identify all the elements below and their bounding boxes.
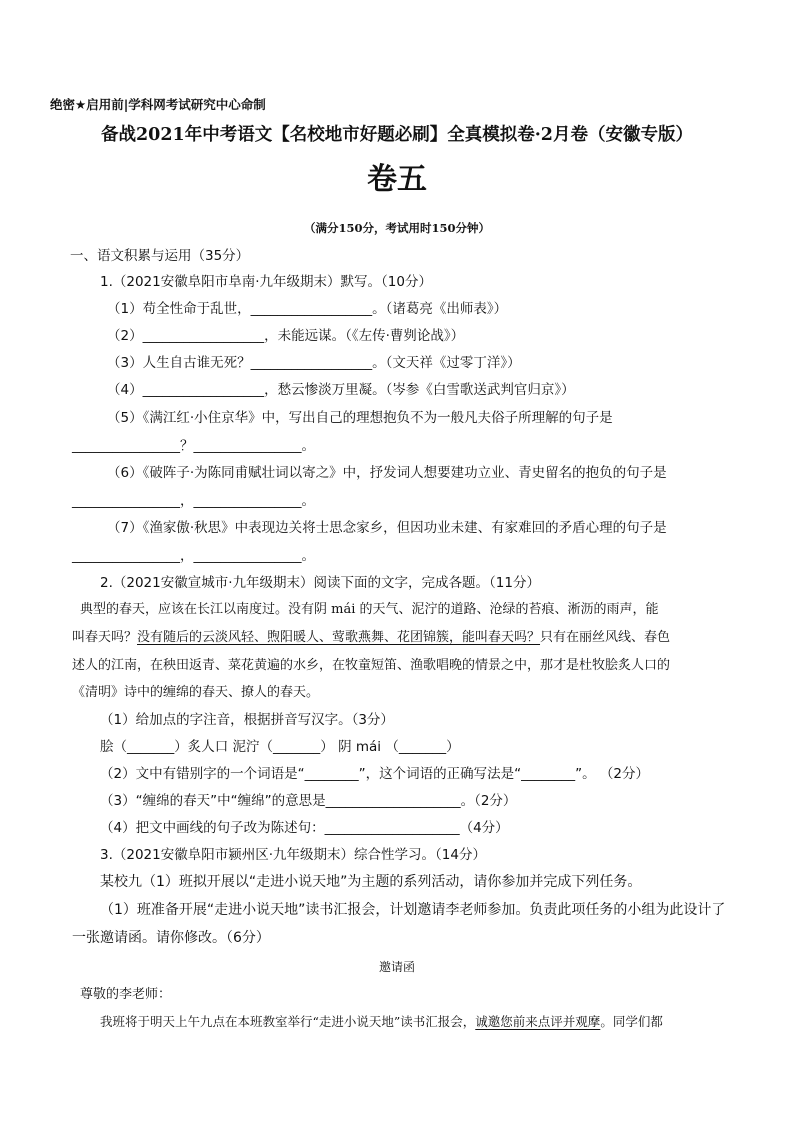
q2-passage-question: 叫春天吗？ [72,630,138,645]
invitation-title: 邀请函 [378,960,415,974]
invitation-body [100,1013,663,1031]
q2-item-4: （4）把文中画线的句子改为陈述句：____________________（4分） [100,820,509,836]
q2-passage-line-1: 典型的春天，应该在长江以南度过。没有阴 mái 的天气、泥泞的道路、沧绿的苔痕、淅沥的雨声，能 [80,602,659,617]
question-2-stem: 2.（2021安徽宣城市·九年级期末）阅读下面的文字，完成各题。（11分） [100,575,540,591]
q1-item-5-blank: ________________？________________。 [72,438,315,454]
q3-intro: 某校九（1）班拟开展以“走进小说天地”为主题的系列活动，请你参加并完成下列任务。 [100,874,642,890]
q1-item-7-blank: ________________，________________。 [72,548,315,564]
q1-item-1: （1）苟全性命于乱世，__________________。（诸葛亮《出师表》） [107,301,508,317]
invitation-underlined-phrase: 诚邀您前来点评并观摩 [475,1014,601,1029]
section-heading: 一、语文积累与运用（35分） [70,248,250,264]
q3-task-1-line-2: 一张邀请函。请你修改。（6分） [72,930,270,946]
q3-task-1-line-1: （1）班准备开展“走进小说天地”读书汇报会，计划邀请李老师参加。负责此项任务的小组为此设计了 [100,902,726,918]
q2-passage-continue: 只有在丽丝风线、春色 [540,630,671,645]
q2-underlined-sentence: 没有随后的云淡风轻、煦阳暖人、莺歌燕舞、花团锦簇，能叫春天吗？ [137,630,541,645]
invitation-body-start: 我班将于明天上午九点在本班教室举行“走进小说天地”读书汇报会， [100,1014,476,1029]
q2-item-2: （2）文中有错别字的一个词语是“________”，这个词语的正确写法是“________”。 （2分） [100,766,649,782]
q2-passage-line-3: 述人的江南，在秧田返青、菜花黄遍的水乡，在牧童短笛、渔歌唱晚的情景之中，那才是杜牧脍炙人口的 [72,658,671,673]
q2-item-1: （1）给加点的字注音，根据拼音写汉字。（3分） [100,712,394,728]
q1-item-6-blank: ________________，________________。 [72,493,315,509]
q1-item-7: （7）《渔家傲·秋思》中表现边关将士思念家乡，但因功业未建、有家难回的矛盾心理的句子是 [107,520,667,536]
q2-passage-line-2 [72,629,670,647]
confidential-note: 绝密★启用前|学科网考试研究中心命制 [50,97,266,112]
q1-item-6: （6）《破阵子·为陈同甫赋壮词以寄之》中，抒发词人想要建功立业、青史留名的抱负的句子是 [107,465,667,481]
volume-title: 卷五 [367,162,427,197]
q2-item-1-blanks: 脍（_______）炙人口 泥泞（_______） 阴 mái （_______） [100,739,460,755]
invitation-greeting: 尊敬的李老师： [80,987,172,1002]
question-3-stem: 3.（2021安徽阜阳市颍州区·九年级期末）综合性学习。（14分） [100,847,486,863]
q2-passage-line-4: 《清明》诗中的缠绵的春天、撩人的春天。 [72,685,320,700]
q2-item-3: （3）“缠绵的春天”中“缠绵”的意思是____________________。（2分） [100,793,517,809]
score-note: （满分150分，考试用时150分钟） [303,221,490,235]
q1-item-4: （4）__________________，愁云惨淡万里凝。（岑参《白雪歌送武判官归京》） [107,382,575,398]
invitation-body-end: 。同学们都 [600,1014,663,1029]
exam-title: 备战2021年中考语文【名校地市好题必刷】全真模拟卷·2月卷（安徽专版） [101,125,693,145]
q1-item-2: （2）__________________，未能远谋。（《左传·曹刿论战》） [107,328,465,344]
q1-item-5: （5）《满江红·小住京华》中，写出自己的理想抱负不为一般凡夫俗子所理解的句子是 [107,410,613,426]
q1-item-3: （3）人生自古谁无死？__________________。（文天祥《过零丁洋》） [107,355,521,371]
question-1-stem: 1.（2021安徽阜阳市阜南·九年级期末）默写。（10分） [100,274,432,290]
